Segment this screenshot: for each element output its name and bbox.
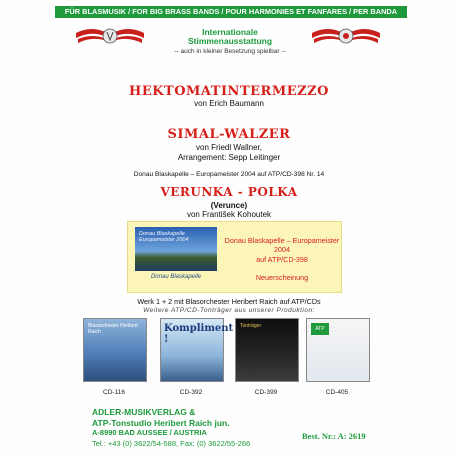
cd-label-399: CD-399 bbox=[254, 389, 278, 396]
publisher-studio: ATP-Tonstudio Heribert Raich jun. bbox=[92, 417, 230, 428]
work3-title: VERUNKA - POLKA bbox=[160, 185, 298, 199]
work1-title: HEKTOMATINTERMEZZO bbox=[129, 84, 329, 99]
right-eagle-emblem bbox=[310, 21, 382, 51]
promo-box bbox=[127, 221, 342, 293]
work2-title: SIMAL-WALZER bbox=[167, 127, 291, 142]
cd-reference: Donau Blaskapelle – Europameister 2004 auf ATP/CD-398 Nr. 14 bbox=[133, 171, 325, 178]
work3-composer: von František Kohoutek bbox=[186, 210, 272, 219]
publisher-block bbox=[92, 407, 250, 449]
cd-cover-116 bbox=[83, 318, 147, 382]
cd-cover-392 bbox=[160, 318, 234, 382]
header-title bbox=[150, 28, 310, 46]
recording-note: Werk 1 + 2 mit Blasorchester Heribert Raich auf ATP/CDs bbox=[137, 297, 321, 306]
cd-label-392: CD-392 bbox=[179, 389, 203, 396]
header-title-line1: Internationale bbox=[202, 27, 258, 37]
cd-392-cover-text: Kompliment ! bbox=[164, 323, 234, 345]
promo-cd-cover bbox=[135, 227, 217, 271]
handwritten-note: Weitere ATP/CD-Tonträger aus unserer Produktion: bbox=[143, 307, 315, 314]
promo-line1: Donau Blaskapelle – Europameister 2004 bbox=[224, 236, 340, 254]
publisher-phone: Tel.: +43 (0) 3622/54-588, Fax: (0) 3622/55-266 bbox=[92, 438, 251, 448]
cd-label-116: CD-116 bbox=[103, 389, 125, 396]
order-number: Best. Nr.: A: 2619 bbox=[302, 431, 366, 441]
publisher-address: A-8990 BAD AUSSEE / AUSTRIA bbox=[92, 428, 207, 437]
cd-399-cover-text: Tonträger bbox=[240, 323, 262, 329]
cd-cover-405 bbox=[306, 318, 370, 382]
publisher-name: ADLER-MUSIKVERLAG & bbox=[92, 407, 196, 417]
left-eagle-emblem bbox=[74, 21, 146, 51]
promo-cover-text: Donau Blaskapelle Europameister 2004 bbox=[139, 231, 189, 243]
cd-405-cover-text: ATP bbox=[311, 323, 329, 335]
promo-cover-caption: Donau Blaskapelle bbox=[150, 274, 202, 280]
work2-arrangement: Arrangement: Sepp Leitinger bbox=[177, 153, 281, 162]
cd-116-cover-text: Blasorchester Heribert Raich bbox=[88, 323, 138, 335]
header-subtitle: -- auch in kleiner Besetzung spielbar -- bbox=[174, 48, 286, 55]
cd-cover-399 bbox=[235, 318, 299, 382]
top-banner: FÜR BLASMUSIK / FOR BIG BRASS BANDS / POUR HARMONIES ET FANFARES / PER BANDA bbox=[55, 6, 407, 18]
promo-line3: Neuerscheinung bbox=[255, 273, 309, 282]
work2-composer: von Friedl Wallner, bbox=[196, 143, 262, 152]
cd-label-405: CD-405 bbox=[325, 389, 349, 396]
header-title-line2: Stimmenausstattung bbox=[187, 36, 273, 46]
work3-subtitle: (Verunce) bbox=[210, 201, 248, 210]
work1-composer: von Erich Baumann bbox=[194, 99, 264, 108]
promo-line2: auf ATP/CD-398 bbox=[256, 255, 308, 264]
